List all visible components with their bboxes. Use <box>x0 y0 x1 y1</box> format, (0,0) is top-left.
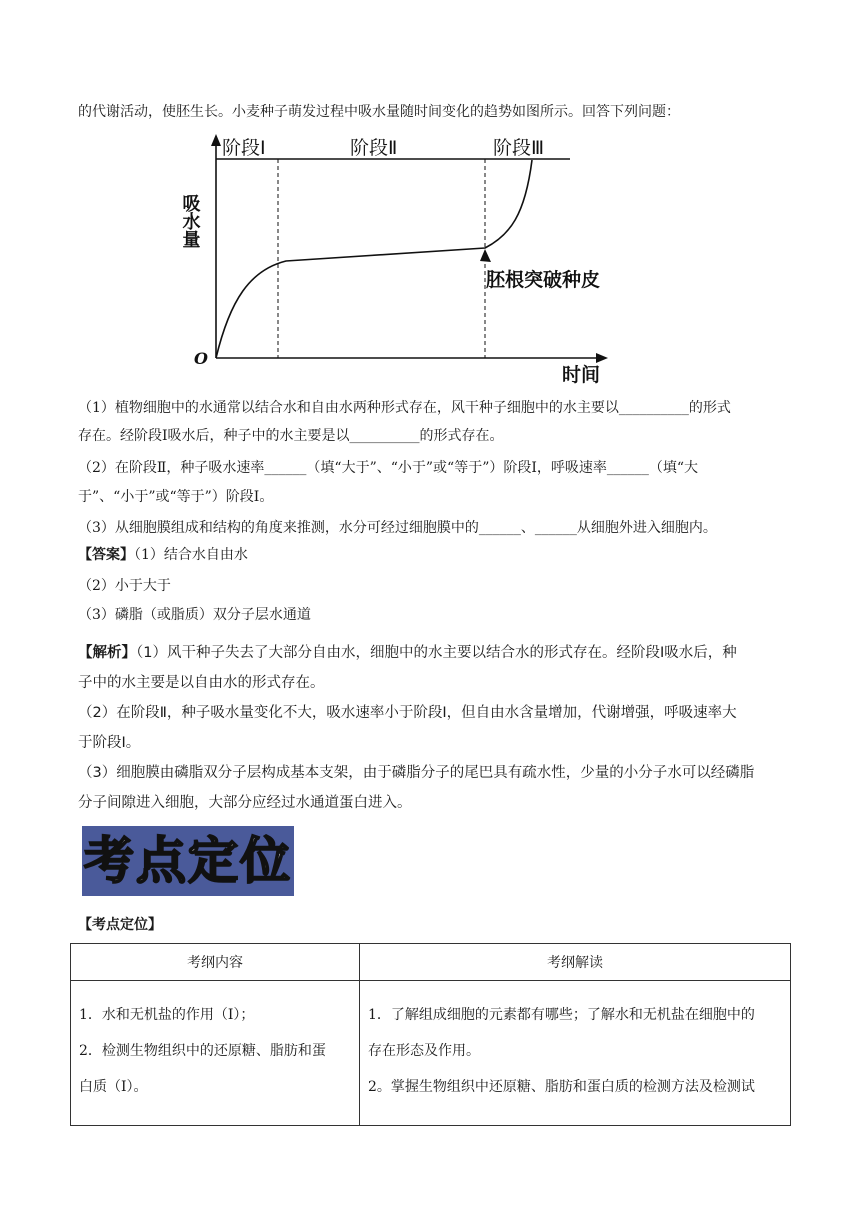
table-header-content: 考纲内容 <box>71 944 360 981</box>
content-item-2: 2．检测生物组织中的还原糖、脂肪和蛋 <box>79 1043 326 1059</box>
question-2-line-1: （2）在阶段Ⅱ，种子吸水速率______（填“大于”、“小于”或“等于”）阶段Ⅰ，呼吸速率______（填“大 <box>78 460 699 476</box>
intro-text: 的代谢活动，使胚生长。小麦种子萌发过程中吸水量随时间变化的趋势如图所示。回答下列问题： <box>78 104 680 120</box>
table-header-row <box>71 944 791 981</box>
interpretation-item-3: 2。掌握生物组织中还原糖、脂肪和蛋白质的检测方法及检测试 <box>368 1079 755 1095</box>
table-cell-interpretation <box>360 981 791 1126</box>
answer-1: （1）结合水自由水 <box>134 547 248 563</box>
table-cell-content <box>71 981 360 1126</box>
analysis-line-2: 子中的水主要是以自由水的形式存在。 <box>78 675 325 691</box>
question-3-line: （3）从细胞膜组成和结构的角度来推测，水分可经过细胞膜中的______、______从细胞外进入细胞内。 <box>78 520 717 536</box>
analysis-line-1 <box>78 643 737 663</box>
question-1-line-1: （1）植物细胞中的水通常以结合水和自由水两种形式存在，风干种子细胞中的水主要以__________的形式 <box>78 400 731 416</box>
answer-2: （2）小于大于 <box>78 578 171 594</box>
table-header-interpretation: 考纲解读 <box>360 944 791 981</box>
analysis-line-3: （2）在阶段Ⅱ，种子吸水量变化不大，吸水速率小于阶段Ⅰ，但自由水含量增加，代谢增强，呼吸速率大 <box>78 705 737 721</box>
y-axis-label: 吸水量 <box>180 194 201 248</box>
y-axis-arrow <box>211 134 221 146</box>
x-axis-label: 时间 <box>562 364 601 386</box>
question-1-line-2: 存在。经阶段Ⅰ吸水后，种子中的水主要是以__________的形式存在。 <box>78 428 504 444</box>
annotation-label: 胚根突破种皮 <box>486 269 601 291</box>
answer-line-1 <box>78 545 248 565</box>
x-axis-arrow <box>596 353 608 363</box>
question-2-line-2: 于”、“小于”或“等于”）阶段Ⅰ。 <box>78 489 274 505</box>
stage-label-3: 阶段Ⅲ <box>493 137 545 159</box>
interpretation-item-2: 存在形态及作用。 <box>368 1043 480 1059</box>
stage-label-2: 阶段Ⅱ <box>350 137 398 159</box>
content-item-3: 白质（Ⅰ）。 <box>79 1079 148 1095</box>
table-row <box>71 981 791 1126</box>
analysis-text-1: （1）风干种子失去了大部分自由水，细胞中的水主要以结合水的形式存在。经阶段Ⅰ吸水后，种 <box>136 645 737 661</box>
analysis-line-5: （3）细胞膜由磷脂双分子层构成基本支架，由于磷脂分子的尾巴具有疏水性，少量的小分子水可以经磷脂 <box>78 765 755 781</box>
answer-3: （3）磷脂（或脂质）双分子层水通道 <box>78 607 311 623</box>
analysis-line-6: 分子间隙进入细胞，大部分应经过水通道蛋白进入。 <box>78 795 412 811</box>
interpretation-item-1: 1．了解组成细胞的元素都有哪些；了解水和无机盐在细胞中的 <box>368 1007 755 1023</box>
banner-text: 考点定位 <box>84 831 292 890</box>
stage-label-1: 阶段Ⅰ <box>222 137 266 159</box>
annotation-arrow <box>480 249 491 262</box>
water-absorption-figure <box>180 130 620 390</box>
analysis-label: 【解析】 <box>78 645 136 661</box>
analysis-line-4: 于阶段Ⅰ。 <box>78 735 141 751</box>
answer-label: 【答案】 <box>78 547 134 563</box>
section-heading: 【考点定位】 <box>78 917 162 933</box>
outline-table <box>70 943 791 1126</box>
origin-label: O <box>194 349 208 368</box>
section-banner <box>82 826 294 896</box>
content-item-1: 1．水和无机盐的作用（Ⅰ）； <box>79 1007 255 1023</box>
